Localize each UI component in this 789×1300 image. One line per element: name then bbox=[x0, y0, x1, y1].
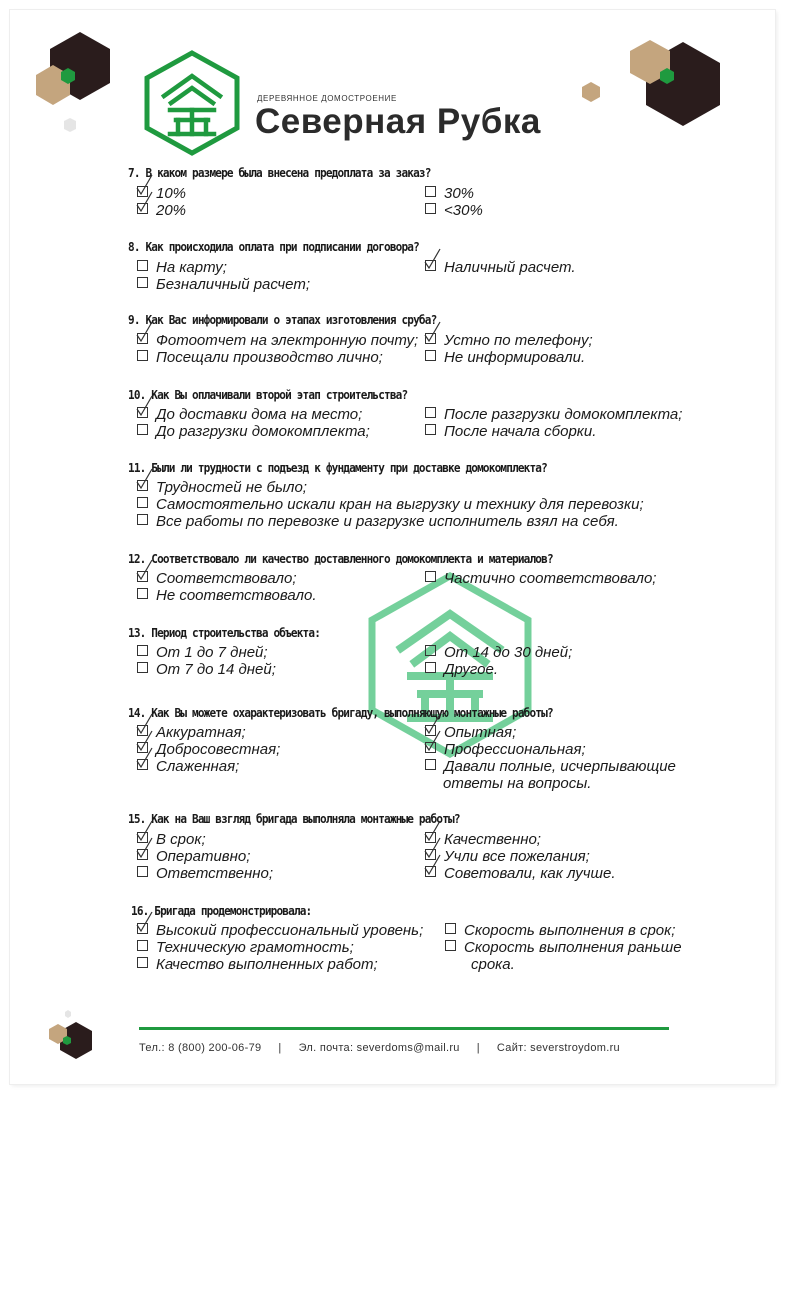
option[interactable]: В срок; bbox=[137, 831, 206, 848]
logo-icon bbox=[140, 48, 244, 158]
checkbox[interactable] bbox=[137, 480, 148, 491]
option[interactable]: Все работы по перевозке и разгрузке исполнитель взял на себя. bbox=[137, 513, 619, 530]
option[interactable]: Трудностей не было; bbox=[137, 479, 307, 496]
option[interactable]: <30% bbox=[425, 202, 483, 219]
footer-website[interactable]: Сайт: severstroydom.ru bbox=[496, 1042, 620, 1054]
checkbox[interactable] bbox=[425, 424, 436, 435]
footer-phone[interactable]: Тел.: 8 (800) 200-06-79 bbox=[139, 1042, 262, 1054]
checkbox[interactable] bbox=[137, 957, 148, 968]
option[interactable]: Качественно; bbox=[425, 831, 541, 848]
option[interactable]: Соответствовало; bbox=[137, 570, 297, 587]
checkbox[interactable] bbox=[425, 662, 436, 673]
brand-name: Северная Рубка bbox=[255, 102, 541, 141]
option[interactable]: Посещали производство лично; bbox=[137, 349, 383, 366]
checkbox[interactable] bbox=[137, 662, 148, 673]
checkbox[interactable] bbox=[425, 832, 436, 843]
option[interactable]: Слаженная; bbox=[137, 758, 239, 775]
option[interactable]: На карту; bbox=[137, 259, 227, 276]
hexagon-decoration-top-right bbox=[575, 32, 735, 142]
option[interactable]: Техническую грамотность; bbox=[137, 939, 354, 956]
option[interactable]: Скорость выполнения раньше bbox=[445, 939, 682, 956]
option[interactable]: Оперативно; bbox=[137, 848, 250, 865]
brand-tagline: ДЕРЕВЯННОЕ ДОМОСТРОЕНИЕ bbox=[257, 94, 397, 103]
option[interactable]: Добросовестная; bbox=[137, 741, 280, 758]
option[interactable]: Фотоотчет на электронную почту; bbox=[137, 332, 418, 349]
option[interactable]: От 1 до 7 дней; bbox=[137, 644, 268, 661]
option[interactable]: Профессиональная; bbox=[425, 741, 586, 758]
checkbox[interactable] bbox=[425, 350, 436, 361]
question-title: 11. Были ли трудности с подъезд к фундаменту при доставке домокомплекта? bbox=[128, 461, 547, 475]
option[interactable]: До доставки дома на место; bbox=[137, 406, 362, 423]
question-title: 10. Как Вы оплачивали второй этап строительства? bbox=[128, 388, 408, 402]
checkbox[interactable] bbox=[425, 571, 436, 582]
checkbox[interactable] bbox=[425, 759, 436, 770]
checkbox[interactable] bbox=[137, 571, 148, 582]
footer-separator: | bbox=[476, 1042, 480, 1054]
option[interactable]: От 7 до 14 дней; bbox=[137, 661, 276, 678]
option[interactable]: Ответственно; bbox=[137, 865, 273, 882]
option[interactable]: Опытная; bbox=[425, 724, 516, 741]
footer-email[interactable]: Эл. почта: severdoms@mail.ru bbox=[298, 1042, 460, 1054]
option[interactable]: Не информировали. bbox=[425, 349, 585, 366]
question-title: 8. Как происходила оплата при подписании договора? bbox=[128, 240, 419, 254]
checkbox[interactable] bbox=[425, 725, 436, 736]
option[interactable]: От 14 до 30 дней; bbox=[425, 644, 572, 661]
question-title: 15. Как на Ваш взгляд бригада выполняла монтажные работы? bbox=[128, 812, 460, 826]
checkbox[interactable] bbox=[137, 866, 148, 877]
option[interactable]: Устно по телефону; bbox=[425, 332, 593, 349]
hexagon-decoration-top-left bbox=[20, 20, 120, 140]
option[interactable]: Частично соответствовало; bbox=[425, 570, 656, 587]
option[interactable]: 30% bbox=[425, 185, 474, 202]
question-title: 13. Период строительства объекта: bbox=[128, 626, 321, 640]
checkbox[interactable] bbox=[425, 849, 436, 860]
option[interactable]: После начала сборки. bbox=[425, 423, 596, 440]
checkbox[interactable] bbox=[137, 725, 148, 736]
hexagon-decoration-bottom-left bbox=[40, 1008, 100, 1070]
checkbox[interactable] bbox=[137, 940, 148, 951]
checkbox[interactable] bbox=[137, 832, 148, 843]
footer-separator: | bbox=[278, 1042, 282, 1054]
checkbox[interactable] bbox=[445, 940, 456, 951]
option[interactable]: Скорость выполнения в срок; bbox=[445, 922, 675, 939]
option[interactable]: 20% bbox=[137, 202, 186, 219]
option[interactable]: Безналичный расчет; bbox=[137, 276, 310, 293]
option[interactable]: Наличный расчет. bbox=[425, 259, 576, 276]
question-title: 7. В каком размере была внесена предоплата за заказ? bbox=[128, 166, 431, 180]
option[interactable]: Советовали, как лучше. bbox=[425, 865, 616, 882]
checkbox[interactable] bbox=[425, 333, 436, 344]
question-title: 14. Как Вы можете охарактеризовать бригаду, выполняющую монтажные работы? bbox=[128, 706, 553, 720]
checkbox[interactable] bbox=[425, 742, 436, 753]
checkbox[interactable] bbox=[137, 186, 148, 197]
option-continuation: ответы на вопросы. bbox=[443, 775, 592, 792]
checkbox[interactable] bbox=[425, 260, 436, 271]
checkbox[interactable] bbox=[137, 645, 148, 656]
option[interactable]: 10% bbox=[137, 185, 186, 202]
checkbox[interactable] bbox=[425, 645, 436, 656]
checkbox[interactable] bbox=[137, 424, 148, 435]
checkbox[interactable] bbox=[137, 923, 148, 934]
checkbox[interactable] bbox=[137, 759, 148, 770]
checkbox[interactable] bbox=[445, 923, 456, 934]
option[interactable]: Учли все пожелания; bbox=[425, 848, 590, 865]
option[interactable]: После разгрузки домокомплекта; bbox=[425, 406, 682, 423]
checkbox[interactable] bbox=[137, 277, 148, 288]
option[interactable]: Самостоятельно искали кран на выгрузку и технику для перевозки; bbox=[137, 496, 644, 513]
checkbox[interactable] bbox=[137, 350, 148, 361]
checkbox[interactable] bbox=[137, 497, 148, 508]
option[interactable]: Высокий профессиональный уровень; bbox=[137, 922, 423, 939]
question-title: 12. Соответствовало ли качество доставленного домокомплекта и материалов? bbox=[128, 552, 553, 566]
option[interactable]: Качество выполненных работ; bbox=[137, 956, 378, 973]
question-title: 9. Как Вас информировали о этапах изготовления сруба? bbox=[128, 313, 437, 327]
checkbox[interactable] bbox=[137, 260, 148, 271]
checkbox[interactable] bbox=[137, 407, 148, 418]
checkbox[interactable] bbox=[425, 407, 436, 418]
option[interactable]: Другое. bbox=[425, 661, 498, 678]
checkbox[interactable] bbox=[137, 588, 148, 599]
checkbox[interactable] bbox=[425, 186, 436, 197]
checkbox[interactable] bbox=[137, 203, 148, 214]
checkbox[interactable] bbox=[425, 866, 436, 877]
checkbox[interactable] bbox=[137, 333, 148, 344]
option[interactable]: Не соответствовало. bbox=[137, 587, 317, 604]
checkbox[interactable] bbox=[137, 514, 148, 525]
option[interactable]: Давали полные, исчерпывающие bbox=[425, 758, 676, 775]
option[interactable]: До разгрузки домокомплекта; bbox=[137, 423, 370, 440]
question-title: 16. Бригада продемонстрировала: bbox=[131, 904, 312, 918]
checkbox[interactable] bbox=[137, 742, 148, 753]
footer-divider bbox=[139, 1027, 669, 1030]
option[interactable]: Аккуратная; bbox=[137, 724, 246, 741]
option-continuation: срока. bbox=[471, 956, 515, 973]
footer-contacts bbox=[139, 1042, 699, 1054]
checkbox[interactable] bbox=[425, 203, 436, 214]
questionnaire-page bbox=[10, 10, 775, 1084]
checkbox[interactable] bbox=[137, 849, 148, 860]
